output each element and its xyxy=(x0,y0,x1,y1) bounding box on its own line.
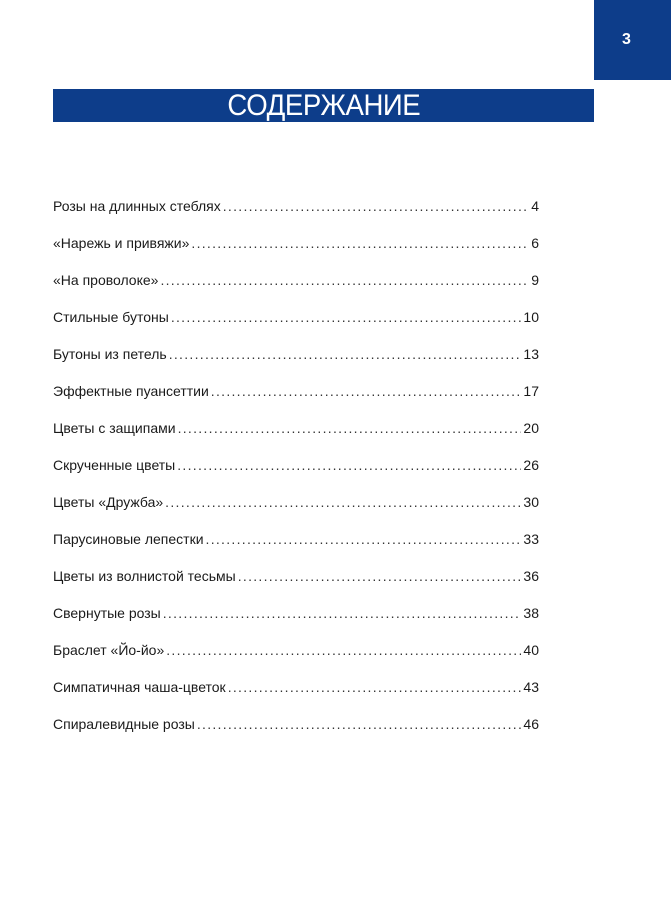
dot-leader xyxy=(178,419,522,437)
toc-entry-page: 36 xyxy=(523,568,539,584)
toc-entry-title: Браслет «Йо-йо» xyxy=(53,642,165,658)
toc-entry[interactable] xyxy=(53,382,539,419)
dot-leader xyxy=(228,678,522,696)
toc-entry-page: 6 xyxy=(531,235,539,251)
toc-entry-title: Симпатичная чаша-цветок xyxy=(53,679,226,695)
toc-entry-title: Свернутые розы xyxy=(53,605,161,621)
toc-entry[interactable] xyxy=(53,530,539,567)
dot-leader xyxy=(238,567,522,585)
dot-leader xyxy=(206,530,522,548)
dot-leader xyxy=(160,271,529,289)
toc-entry-title: Цветы из волнистой тесьмы xyxy=(53,568,236,584)
table-of-contents xyxy=(53,197,539,752)
dot-leader xyxy=(191,234,529,252)
toc-entry-title: «Нарежь и привяжи» xyxy=(53,235,190,251)
toc-entry-page: 9 xyxy=(531,272,539,288)
toc-entry-title: Спиралевидные розы xyxy=(53,716,195,732)
dot-leader xyxy=(197,715,522,733)
toc-entry-title: Скрученные цветы xyxy=(53,457,176,473)
toc-entry-page: 30 xyxy=(523,494,539,510)
dot-leader xyxy=(223,197,529,215)
dot-leader xyxy=(166,641,521,659)
dot-leader xyxy=(177,456,521,474)
toc-entry[interactable] xyxy=(53,604,539,641)
toc-entry-title: Стильные бутоны xyxy=(53,309,169,325)
toc-entry-title: Цветы «Дружба» xyxy=(53,494,164,510)
toc-entry-page: 20 xyxy=(523,420,539,436)
toc-entry[interactable] xyxy=(53,567,539,604)
dot-leader xyxy=(169,345,522,363)
toc-entry-title: Розы на длинных стеблях xyxy=(53,198,221,214)
toc-entry-title: Бутоны из петель xyxy=(53,346,167,362)
toc-entry-title: Эффектные пуансеттии xyxy=(53,383,209,399)
toc-entry-page: 43 xyxy=(523,679,539,695)
toc-entry-title: Парусиновые лепестки xyxy=(53,531,204,547)
page-number-tab xyxy=(594,0,671,80)
toc-entry[interactable] xyxy=(53,678,539,715)
toc-entry-page: 26 xyxy=(523,457,539,473)
toc-entry-page: 4 xyxy=(531,198,539,214)
toc-entry[interactable] xyxy=(53,271,539,308)
toc-entry-page: 40 xyxy=(523,642,539,658)
toc-entry[interactable] xyxy=(53,197,539,234)
dot-leader xyxy=(171,308,522,326)
toc-entry-page: 33 xyxy=(523,531,539,547)
toc-entry-page: 38 xyxy=(523,605,539,621)
dot-leader xyxy=(211,382,522,400)
dot-leader xyxy=(163,604,522,622)
toc-entry[interactable] xyxy=(53,493,539,530)
toc-entry[interactable] xyxy=(53,419,539,456)
toc-entry-page: 17 xyxy=(523,383,539,399)
title-bar xyxy=(53,89,594,122)
toc-entry[interactable] xyxy=(53,456,539,493)
toc-entry-page: 13 xyxy=(523,346,539,362)
toc-entry-page: 10 xyxy=(523,309,539,325)
toc-entry-title: Цветы с защипами xyxy=(53,420,176,436)
dot-leader xyxy=(165,493,521,511)
toc-entry[interactable] xyxy=(53,345,539,382)
page-number: 3 xyxy=(622,31,631,48)
toc-entry-page: 46 xyxy=(523,716,539,732)
toc-entry[interactable] xyxy=(53,308,539,345)
toc-entry[interactable] xyxy=(53,641,539,678)
toc-entry-title: «На проволоке» xyxy=(53,272,159,288)
toc-entry[interactable] xyxy=(53,234,539,271)
page-title: СОДЕРЖАНИЕ xyxy=(227,89,420,122)
toc-entry[interactable] xyxy=(53,715,539,752)
